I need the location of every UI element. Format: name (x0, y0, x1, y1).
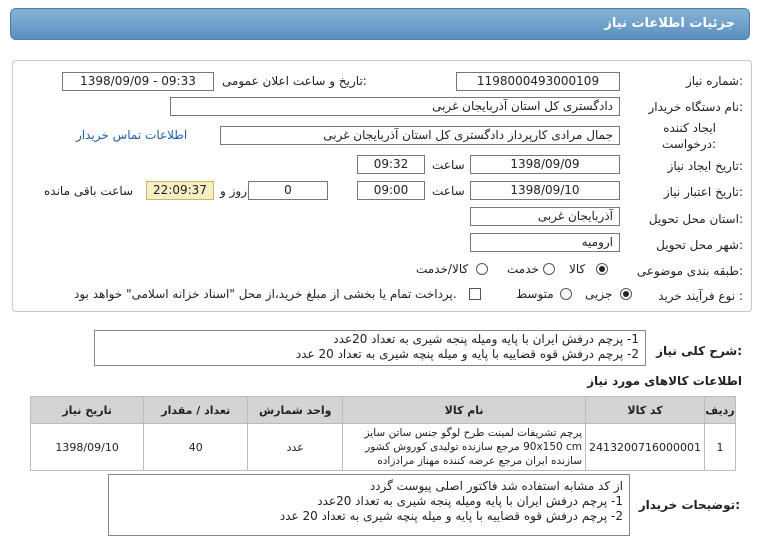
col-row-header: ردیف (705, 397, 736, 424)
cell-qty: 40 (144, 424, 248, 471)
process-radio-medium[interactable] (560, 288, 572, 300)
announce-label: تاریخ و ساعت اعلان عمومی: (222, 74, 367, 88)
valid-date-label: تاریخ اعتبار نیاز: (663, 185, 743, 199)
cell-code: 2413200716000001 (586, 424, 705, 471)
col-unit-header: واحد شمارش (248, 397, 343, 424)
remaining-label: ساعت باقی مانده (44, 184, 134, 198)
create-date-label: تاریخ ایجاد نیاز: (667, 159, 743, 173)
summary-box (94, 330, 646, 366)
category-option-goods: کالا (569, 262, 586, 276)
category-radio-service[interactable] (543, 263, 555, 275)
valid-time-label: ساعت (432, 184, 465, 198)
items-section-title: اطلاعات کالاهای مورد نیاز (587, 374, 742, 388)
process-option-minor: جزیی (585, 287, 613, 301)
category-radio-both[interactable] (476, 263, 488, 275)
announce-field: 1398/09/09 - 09:33 (62, 72, 214, 91)
need-number-field: 1198000493000109 (456, 72, 620, 91)
summary-line-2: 2- پرچم درفش قوه قضاییه با پایه و میله پنچه شیری به تعداد 20 عدد (295, 347, 639, 361)
creator-field: جمال مرادی کارپرداز دادگستری کل استان آذربایجان غربی (220, 126, 620, 145)
city-label: شهر محل تحویل: (656, 238, 743, 252)
province-field: آذربایجان غربی (470, 207, 620, 226)
cell-row: 1 (705, 424, 736, 471)
create-time-field: 09:32 (357, 155, 425, 174)
col-qty-header: تعداد / مقدار (144, 397, 248, 424)
buyer-org-field: دادگستری کل استان آذربایجان غربی (170, 97, 620, 116)
valid-time-field: 09:00 (357, 181, 425, 200)
buyer-org-label: نام دستگاه خریدار: (648, 100, 743, 114)
process-radio-minor[interactable] (620, 288, 632, 300)
create-time-label: ساعت (432, 158, 465, 172)
col-name-header: نام کالا (343, 397, 586, 424)
notes-line-3: 2- پرچم درفش قوه قضاییه با پایه و میله پنچه شیری به تعداد 20 عدد (279, 509, 623, 523)
cell-date: 1398/09/10 (31, 424, 144, 471)
need-number-label: شماره نیاز: (685, 74, 743, 88)
buyer-notes-label: توضیحات خریدار: (638, 498, 740, 512)
summary-label: شرح کلی نیاز: (656, 344, 742, 358)
page-header (10, 8, 750, 40)
city-field: ارومیه (470, 233, 620, 252)
treasury-payment-checkbox[interactable] (469, 288, 481, 300)
category-option-service: خدمت (507, 262, 539, 276)
notes-line-2: 1- پرچم درفش ایران با پایه ومیله پنجه شیری به تعداد 20عدد (317, 494, 623, 508)
summary-line-1: 1- پرچم درفش ایران با پایه ومیله پنجه شیری به تعداد 20عدد (333, 332, 639, 346)
items-table (30, 396, 736, 471)
process-option-medium: متوسط (516, 287, 554, 301)
cell-unit: عدد (248, 424, 343, 471)
creator-label-1: ایجاد کننده (663, 121, 716, 135)
remaining-days-field: 0 (248, 181, 328, 200)
valid-date-field: 1398/09/10 (470, 181, 620, 200)
category-radio-goods[interactable] (596, 263, 608, 275)
table-row (31, 424, 736, 471)
province-label: استان محل تحویل: (648, 212, 743, 226)
remaining-time-field: 22:09:37 (146, 181, 214, 200)
col-code-header: کد کالا (586, 397, 705, 424)
contact-info-link[interactable]: اطلاعات تماس خریدار (76, 128, 188, 142)
create-date-field: 1398/09/09 (470, 155, 620, 174)
creator-label-2: درخواست: (662, 137, 716, 151)
category-option-both: کالا/خدمت (416, 262, 469, 276)
category-label: طبقه بندی موضوعی: (636, 264, 743, 278)
process-label: نوع فرآیند خرید : (658, 289, 743, 303)
buyer-notes-box (108, 474, 630, 536)
items-header-row (31, 397, 736, 424)
cell-name: پرچم تشریفات لمینت طرح لوگو جنس ساتن سایز 90x150 cm مرجع سازنده تولیدی کوروش کشور سازنده ایران مرجع عرضه کننده مهناز مرادزاده (343, 424, 586, 471)
page-title: جزئیات اطلاعات نیاز (604, 16, 735, 31)
treasury-payment-note: پرداخت تمام یا بخشی از مبلغ خرید،از محل "اسناد خزانه اسلامی" خواهد بود. (74, 287, 457, 301)
notes-line-1: از کد مشابه استفاده شد فاکتور اصلی پیوست گردد (369, 479, 623, 493)
col-date-header: تاریخ نیاز (31, 397, 144, 424)
days-label: روز و (220, 184, 247, 198)
